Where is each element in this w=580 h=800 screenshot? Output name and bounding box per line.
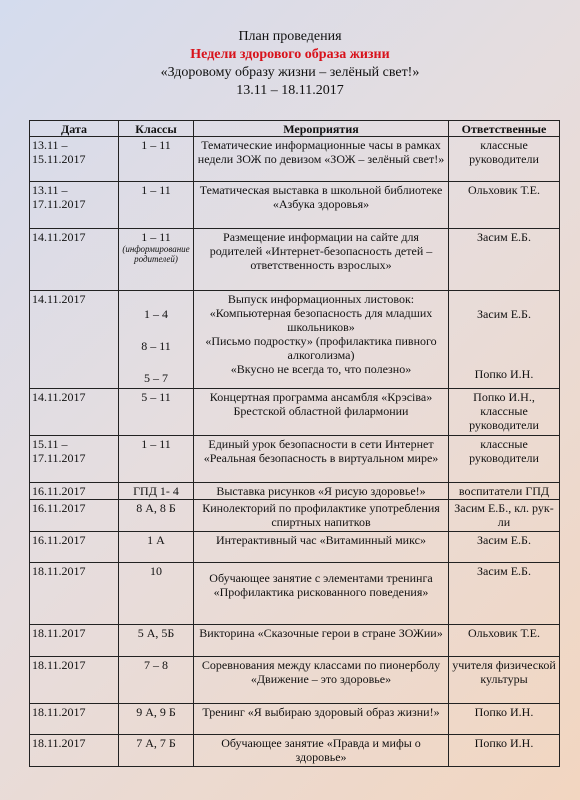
responsible-cell: классные руководители xyxy=(449,137,560,182)
events-table xyxy=(29,120,560,767)
classes-value: 8 – 11 xyxy=(141,339,171,353)
event-cell: Единый урок безопасности в сети Интернет «Реальная безопасность в виртуальном мире» xyxy=(194,436,449,483)
event-cell: Кинолекторий по профилактике употребления спиртных напитков xyxy=(194,500,449,532)
event-cell: Выставка рисунков «Я рисую здоровье!» xyxy=(194,483,449,500)
classes-cell: 1 – 11 xyxy=(119,137,194,182)
responsible-cell: Попко И.Н. xyxy=(449,735,560,767)
event-cell: Размещение информации на сайте для родителей «Интернет-безопасность детей – ответственность взрослых» xyxy=(194,229,449,291)
responsible-cell: Засим Е.Б. xyxy=(449,563,560,625)
responsible-cell: Засим Е.Б., кл. рук-ли xyxy=(449,500,560,532)
event-line: «Вкусно не всегда то, что полезно» xyxy=(230,362,412,376)
table-row xyxy=(30,229,560,291)
classes-cell: 1 – 11 xyxy=(119,182,194,229)
responsible-cell xyxy=(449,291,560,389)
responsible-cell: классные руководители xyxy=(449,436,560,483)
document-header xyxy=(0,28,580,100)
event-cell: Соревнования между классами по пионерболу «Движение – это здоровье» xyxy=(194,657,449,704)
event-cell: Тематические информационные часы в рамках недели ЗОЖ по девизом «ЗОЖ – зелёный свет!» xyxy=(194,137,449,182)
classes-cell: 10 xyxy=(119,563,194,625)
responsible-cell: Ольховик Т.Е. xyxy=(449,625,560,657)
responsible-cell: Засим Е.Б. xyxy=(449,229,560,291)
column-header-responsible: Ответственные xyxy=(449,121,560,137)
date-cell: 14.11.2017 xyxy=(30,389,119,436)
event-cell: Тренинг «Я выбираю здоровый образ жизни!» xyxy=(194,704,449,735)
date-cell: 16.11.2017 xyxy=(30,500,119,532)
responsible-line: Попко И.Н. xyxy=(474,367,534,381)
responsible-cell: Засим Е.Б. xyxy=(449,532,560,563)
classes-cell: 9 А, 9 Б xyxy=(119,704,194,735)
classes-cell: 1 – 11 xyxy=(119,436,194,483)
responsible-cell: Ольховик Т.Е. xyxy=(449,182,560,229)
table-header-row xyxy=(30,121,560,137)
date-cell: 18.11.2017 xyxy=(30,735,119,767)
classes-cell: 7 – 8 xyxy=(119,657,194,704)
event-cell: Тематическая выставка в школьной библиотеке «Азбука здоровья» xyxy=(194,182,449,229)
classes-cell: 7 А, 7 Б xyxy=(119,735,194,767)
date-cell: 16.11.2017 xyxy=(30,483,119,500)
event-cell: Обучающее занятие с элементами тренинга «Профилактика рискованного поведения» xyxy=(194,563,449,625)
week-title: Недели здорового образа жизни xyxy=(190,47,390,62)
column-header-date: Дата xyxy=(30,121,119,137)
event-line: «Компьютерная безопасность для младших школьников» xyxy=(209,306,433,334)
week-motto: «Здоровому образу жизни – зелёный свет!» xyxy=(160,65,420,80)
event-line: «Письмо подростку» (профилактика пивного алкоголизма) xyxy=(205,334,437,362)
date-cell: 13.11 – 15.11.2017 xyxy=(30,137,119,182)
date-cell: 14.11.2017 xyxy=(30,229,119,291)
event-line: Выпуск информационных листовок: xyxy=(227,292,415,306)
classes-value: 1 – 4 xyxy=(144,307,168,321)
column-header-classes: Классы xyxy=(119,121,194,137)
date-cell: 13.11 – 17.11.2017 xyxy=(30,182,119,229)
responsible-cell: воспитатели ГПД xyxy=(449,483,560,500)
date-cell: 18.11.2017 xyxy=(30,657,119,704)
column-header-events: Мероприятия xyxy=(194,121,449,137)
date-cell: 15.11 – 17.11.2017 xyxy=(30,436,119,483)
classes-cell: 8 А, 8 Б xyxy=(119,500,194,532)
responsible-cell: Попко И.Н. xyxy=(449,704,560,735)
table-row xyxy=(30,436,560,483)
responsible-cell: учителя физической культуры xyxy=(449,657,560,704)
table-row xyxy=(30,291,560,389)
table-row xyxy=(30,657,560,704)
classes-value: 5 – 7 xyxy=(144,371,168,385)
event-cell: Викторина «Сказочные герои в стране ЗОЖии» xyxy=(194,625,449,657)
event-cell: Концертная программа ансамбля «Крэсіва» Брестской областной филармонии xyxy=(194,389,449,436)
table-row xyxy=(30,137,560,182)
event-cell: Интерактивный час «Витаминный микс» xyxy=(194,532,449,563)
table-row xyxy=(30,483,560,500)
responsible-cell: Попко И.Н., классные руководители xyxy=(449,389,560,436)
classes-value: 1 – 11 xyxy=(141,230,171,244)
date-cell: 18.11.2017 xyxy=(30,563,119,625)
classes-cell: 5 – 11 xyxy=(119,389,194,436)
date-cell: 18.11.2017 xyxy=(30,625,119,657)
event-cell xyxy=(194,291,449,389)
date-cell: 14.11.2017 xyxy=(30,291,119,389)
table-row xyxy=(30,704,560,735)
classes-cell xyxy=(119,291,194,389)
date-cell: 16.11.2017 xyxy=(30,532,119,563)
date-cell: 18.11.2017 xyxy=(30,704,119,735)
classes-note: (информирование родителей) xyxy=(122,244,190,264)
table-row xyxy=(30,182,560,229)
event-cell: Обучающее занятие «Правда и мифы о здоровье» xyxy=(194,735,449,767)
classes-cell: 5 А, 5Б xyxy=(119,625,194,657)
table-row xyxy=(30,500,560,532)
classes-cell xyxy=(119,229,194,291)
table-row xyxy=(30,625,560,657)
classes-cell: 1 А xyxy=(119,532,194,563)
week-dates: 13.11 – 18.11.2017 xyxy=(236,83,344,98)
responsible-line: Засим Е.Б. xyxy=(477,307,531,321)
table-row xyxy=(30,532,560,563)
table-row xyxy=(30,389,560,436)
table-row xyxy=(30,563,560,625)
table-row xyxy=(30,735,560,767)
classes-cell: ГПД 1- 4 xyxy=(119,483,194,500)
plan-title: План проведения xyxy=(238,29,342,44)
